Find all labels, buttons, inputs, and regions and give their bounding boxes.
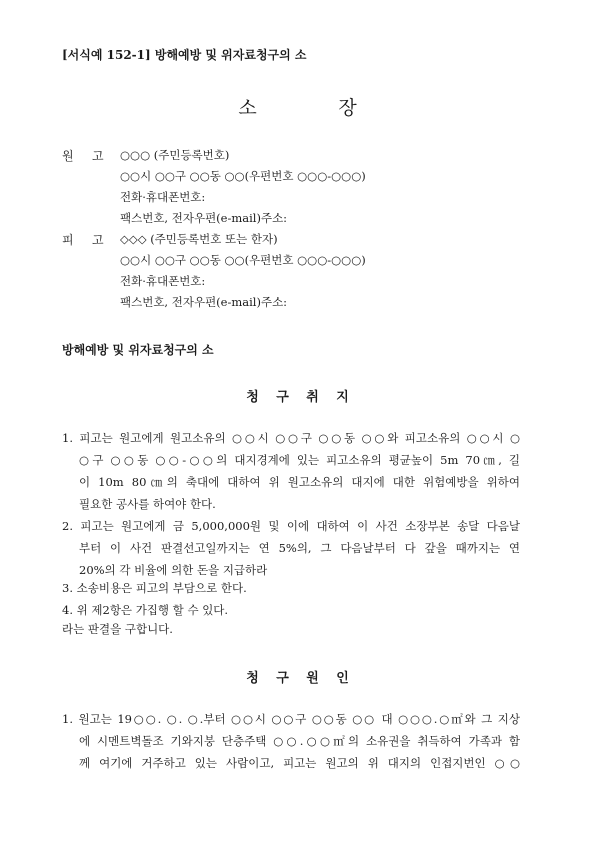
document-title bbox=[0, 93, 595, 120]
plaintiff-fax-email: 팩스번호, 전자우편(e-mail)주소: bbox=[120, 211, 288, 225]
defendant-address: ○○시 ○○구 ○○동 ○○(우편번호 ○○○-○○○) bbox=[120, 253, 366, 267]
judgment-request-closing: 라는 판결을 구합니다. bbox=[62, 622, 173, 636]
form-label: [서식예 152-1] 방해예방 및 위자료청구의 소 bbox=[62, 48, 307, 62]
claim-purpose-heading: 청 구 취 지 bbox=[246, 390, 349, 405]
plaintiff-name: ○○○ (주민등록번호) bbox=[120, 148, 230, 162]
claim-purpose-item-1: 1. 피고는 원고에게 원고소유의 ○○시 ○○구 ○○동 ○○와 피고소유의 ○○시 ○ ○구 ○○동 ○○-○○의 대지경계에 있는 피고소유의 평균높이 5m 70㎝, 길 이 10m 80㎝의 축대에 대하여 위 원고소유의 대지에 대한 위험예방을 위하여 필요한 공사를 하여야 한다. bbox=[62, 431, 520, 511]
defendant-fax-email: 팩스번호, 전자우편(e-mail)주소: bbox=[120, 295, 288, 309]
claim-cause-heading: 청 구 원 인 bbox=[246, 671, 349, 686]
claim-purpose-item-3: 3. 소송비용은 피고의 부담으로 한다. bbox=[62, 581, 247, 595]
defendant-phone: 전화·휴대폰번호: bbox=[120, 274, 206, 288]
claim-cause-item-1: 1. 원고는 19○○. ○. ○.부터 ○○시 ○○구 ○○동 ○○ 대 ○○○.○㎡와 그 지상 에 시멘트벽돌조 기와지붕 단층주택 ○○.○○㎡의 소유권을 취득하여 가족과 함 께 여기에 거주하고 있는 사람이고, 피고는 원고의 위 대지의 인접지번인 ○○ bbox=[62, 712, 520, 770]
claim-name: 방해예방 및 위자료청구의 소 bbox=[62, 343, 214, 357]
plaintiff-phone: 전화·휴대폰번호: bbox=[120, 190, 206, 204]
document-title-char: 소 bbox=[238, 97, 257, 119]
defendant-name: ◇◇◇ (주민등록번호 또는 한자) bbox=[120, 232, 278, 246]
plaintiff-role-label: 원 고 bbox=[62, 149, 104, 163]
document-title-char: 장 bbox=[338, 97, 357, 119]
claim-purpose-item-2: 2. 피고는 원고에게 금 5,000,000원 및 이에 대하여 이 사건 소장부본 송달 다음날 부터 이 사건 판결선고일까지는 연 5%의, 그 다음날부터 다 갚을 때까지는 연 20%의 각 비율에 의한 돈을 지급하라 bbox=[62, 519, 520, 577]
claim-purpose-item-4: 4. 위 제2항은 가집행 할 수 있다. bbox=[62, 603, 229, 617]
plaintiff-address: ○○시 ○○구 ○○동 ○○(우편번호 ○○○-○○○) bbox=[120, 169, 366, 183]
defendant-role-label: 피 고 bbox=[62, 233, 104, 247]
